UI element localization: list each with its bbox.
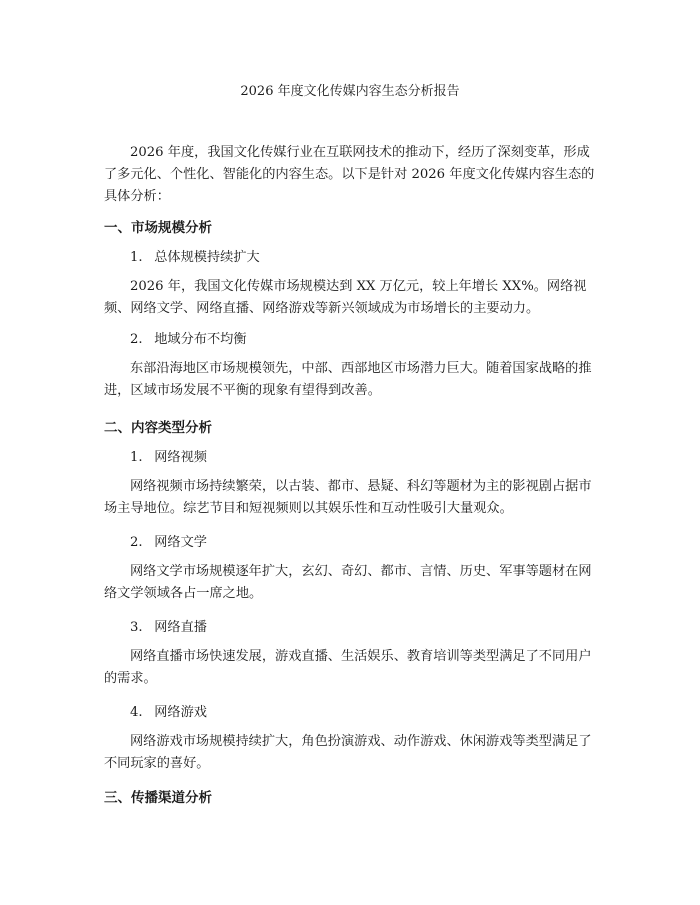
paragraph-2-2: 网络文学市场规模逐年扩大，玄幻、奇幻、都市、言情、历史、军事等题材在网络文学领域各占一席之地。: [104, 564, 592, 601]
subsection-number: 3.: [130, 620, 143, 635]
subsection-title: 总体规模持续扩大: [154, 250, 260, 265]
subsection-title: 网络视频: [154, 450, 207, 465]
subsection-title: 网络文学: [154, 535, 207, 550]
subsection-1-1: [130, 246, 260, 265]
subsection-2-3: [130, 616, 207, 635]
section-heading-3: 三、传播渠道分析: [104, 790, 212, 806]
paragraph-2-4: 网络游戏市场规模持续扩大，角色扮演游戏、动作游戏、休闲游戏等类型满足了不同玩家的喜好。: [104, 734, 592, 771]
paragraph-2-1: 网络视频市场持续繁荣，以古装、都市、悬疑、科幻等题材为主的影视剧占据市场主导地位。综艺节目和短视频则以其娱乐性和互动性吸引大量观众。: [104, 479, 592, 516]
subsection-1-2: [130, 328, 247, 347]
subsection-2-1: [130, 446, 207, 465]
paragraph-1-2: 东部沿海地区市场规模领先，中部、西部地区市场潜力巨大。随着国家战略的推进，区域市场发展不平衡的现象有望得到改善。: [104, 361, 592, 398]
paragraph-2-3: 网络直播市场快速发展，游戏直播、生活娱乐、教育培训等类型满足了不同用户的需求。: [104, 649, 592, 686]
subsection-2-4: [130, 701, 207, 720]
subsection-number: 2.: [130, 332, 143, 347]
subsection-2-2: [130, 531, 207, 550]
subsection-title: 网络游戏: [154, 705, 207, 720]
document-title: 2026 年度文化传媒内容生态分析报告: [240, 84, 460, 99]
section-heading-2: 二、内容类型分析: [104, 420, 212, 436]
subsection-title: 网络直播: [154, 620, 207, 635]
subsection-number: 4.: [130, 705, 143, 720]
subsection-number: 1.: [130, 250, 143, 265]
intro-paragraph: 2026 年度，我国文化传媒行业在互联网技术的推动下，经历了深刻变革，形成了多元化、个性化、智能化的内容生态。以下是针对 2026 年度文化传媒内容生态的具体分析：: [104, 145, 595, 204]
subsection-number: 2.: [130, 535, 143, 550]
paragraph-1-1: 2026 年，我国文化传媒市场规模达到 XX 万亿元，较上年增长 XX%。网络视频、网络文学、网络直播、网络游戏等新兴领域成为市场增长的主要动力。: [104, 279, 587, 316]
subsection-number: 1.: [130, 450, 143, 465]
section-heading-1: 一、市场规模分析: [104, 220, 212, 236]
subsection-title: 地域分布不均衡: [154, 332, 247, 347]
